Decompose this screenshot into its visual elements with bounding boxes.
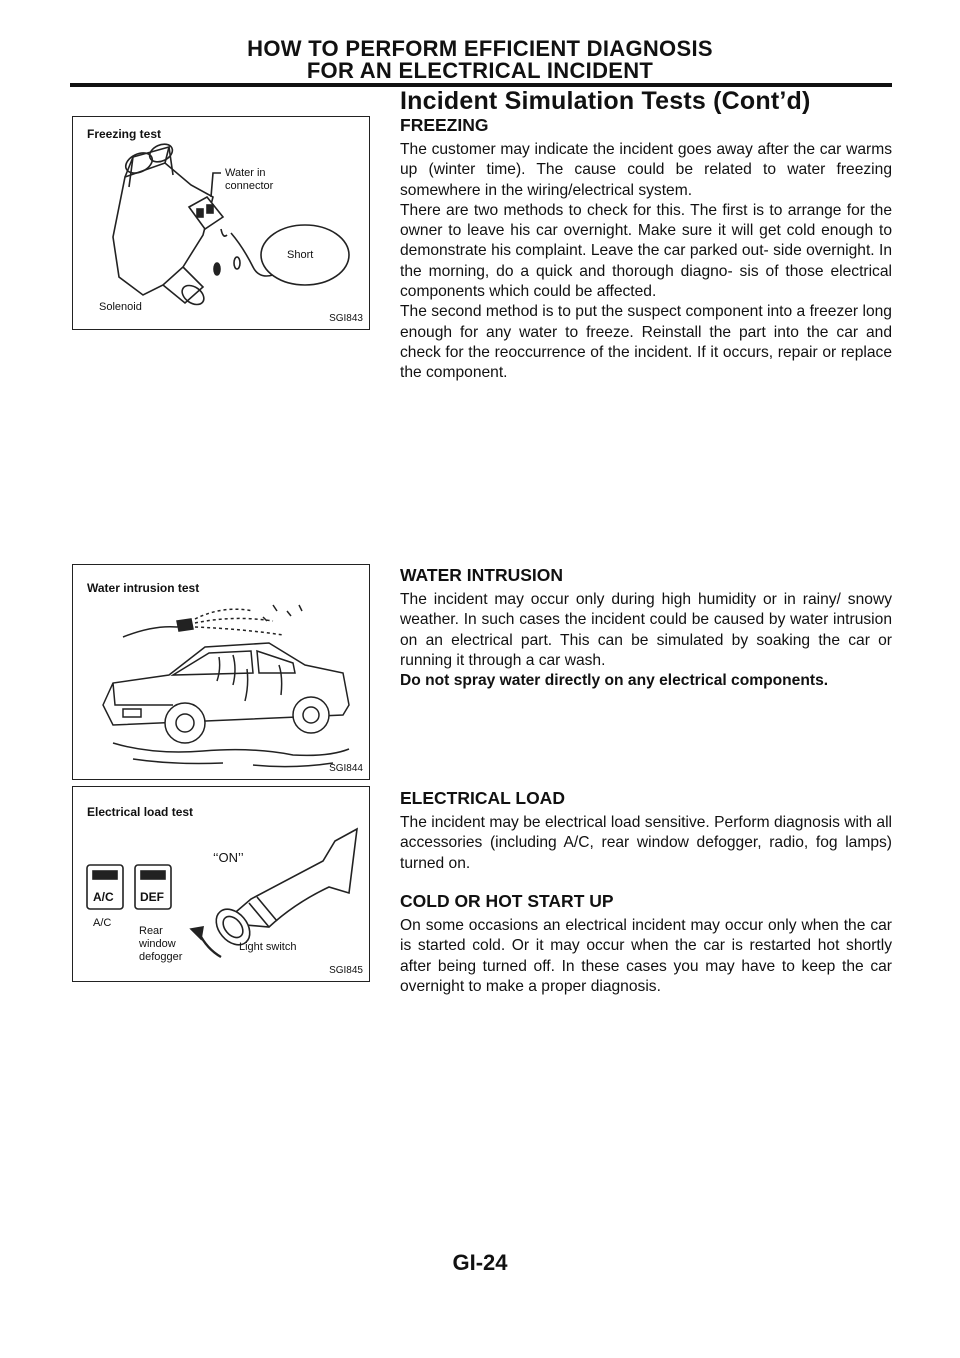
paragraph: On some occasions an electrical incident may occur only when the car is started cold. Or it may occur when the car is restarted hot shortly after being turned off. In these cases you may have to keep the car overnight to make a proper diagnosis. [400,917,892,995]
section-heading: WATER INTRUSION [400,565,564,585]
water-intrusion-section [400,564,892,691]
electrical-load-section [400,787,892,874]
cold-hot-start-section [400,890,892,997]
paragraph: The incident may occur only during high humidity or in rainy/ snowy weather. In such cases the incident could be caused by water intrusion on an electrical part. This can be simulated by soaking the car or running it through a car wash. [400,591,892,669]
label-short: Short [287,249,314,261]
label-on: ‘‘ON’’ [213,850,244,865]
switches-illustration [73,787,369,981]
label-light-switch: Light switch [239,941,297,953]
page-number: GI-24 [452,1250,508,1275]
section-title: Incident Simulation Tests (Cont’d) [400,87,811,115]
figure-title: Electrical load test [87,805,194,819]
button-label-def: DEF [140,890,164,904]
freezing-test-figure [72,116,370,330]
solenoid-illustration [73,117,369,329]
button-label-ac: A/C [93,890,114,904]
paragraph: The customer may indicate the incident goes away after the car warms up (winter time). The cause could be related to water freezing somewhere in the wiring/electrical system. [400,141,892,199]
warning-text: Do not spray water directly on any electrical components. [400,672,829,690]
label-ac: A/C [93,917,112,929]
section-heading: FREEZING [400,115,489,135]
section-heading: ELECTRICAL LOAD [400,788,565,808]
label-water-in: Water in [225,167,266,179]
paragraph: The incident may be electrical load sensitive. Perform diagnosis with all accessories (including A/C, rear window defogger, radio, fog lamps) turned on. [400,814,892,872]
label-defogger: defogger [139,951,183,963]
car-wash-illustration [73,565,369,779]
label-connector: connector [225,180,274,192]
freezing-section [400,114,892,384]
label-solenoid: Solenoid [99,301,142,313]
paragraph: The second method is to put the suspect component into a freezer long enough for any water to freeze. Reinstall the part into the car and check for the reoccurrence of the incident. If it occurs, repair or replace the component. [400,303,892,382]
label-rear: Rear [139,925,163,937]
water-intrusion-test-figure [72,564,370,780]
figure-title: Freezing test [87,127,162,141]
section-heading: COLD OR HOT START UP [400,891,614,911]
figure-code: SGI845 [329,965,363,976]
label-window: window [139,938,176,950]
figure-code: SGI844 [329,763,363,774]
electrical-load-test-figure [72,786,370,982]
paragraph: There are two methods to check for this. The first is to arrange for the owner to leave his car overnight. Make sure it will get cold enough to demonstrate his complaint. Leave the car parked out- side overnight. In the morning, do a quick and thorough diagno- sis of those electrical components which could be affected. [400,201,892,301]
figure-code: SGI843 [329,313,363,324]
header-title-line2: FOR AN ELECTRICAL INCIDENT [306,58,654,83]
figure-title: Water intrusion test [87,581,200,595]
header-title-line1: HOW TO PERFORM EFFICIENT DIAGNOSIS [247,36,713,61]
